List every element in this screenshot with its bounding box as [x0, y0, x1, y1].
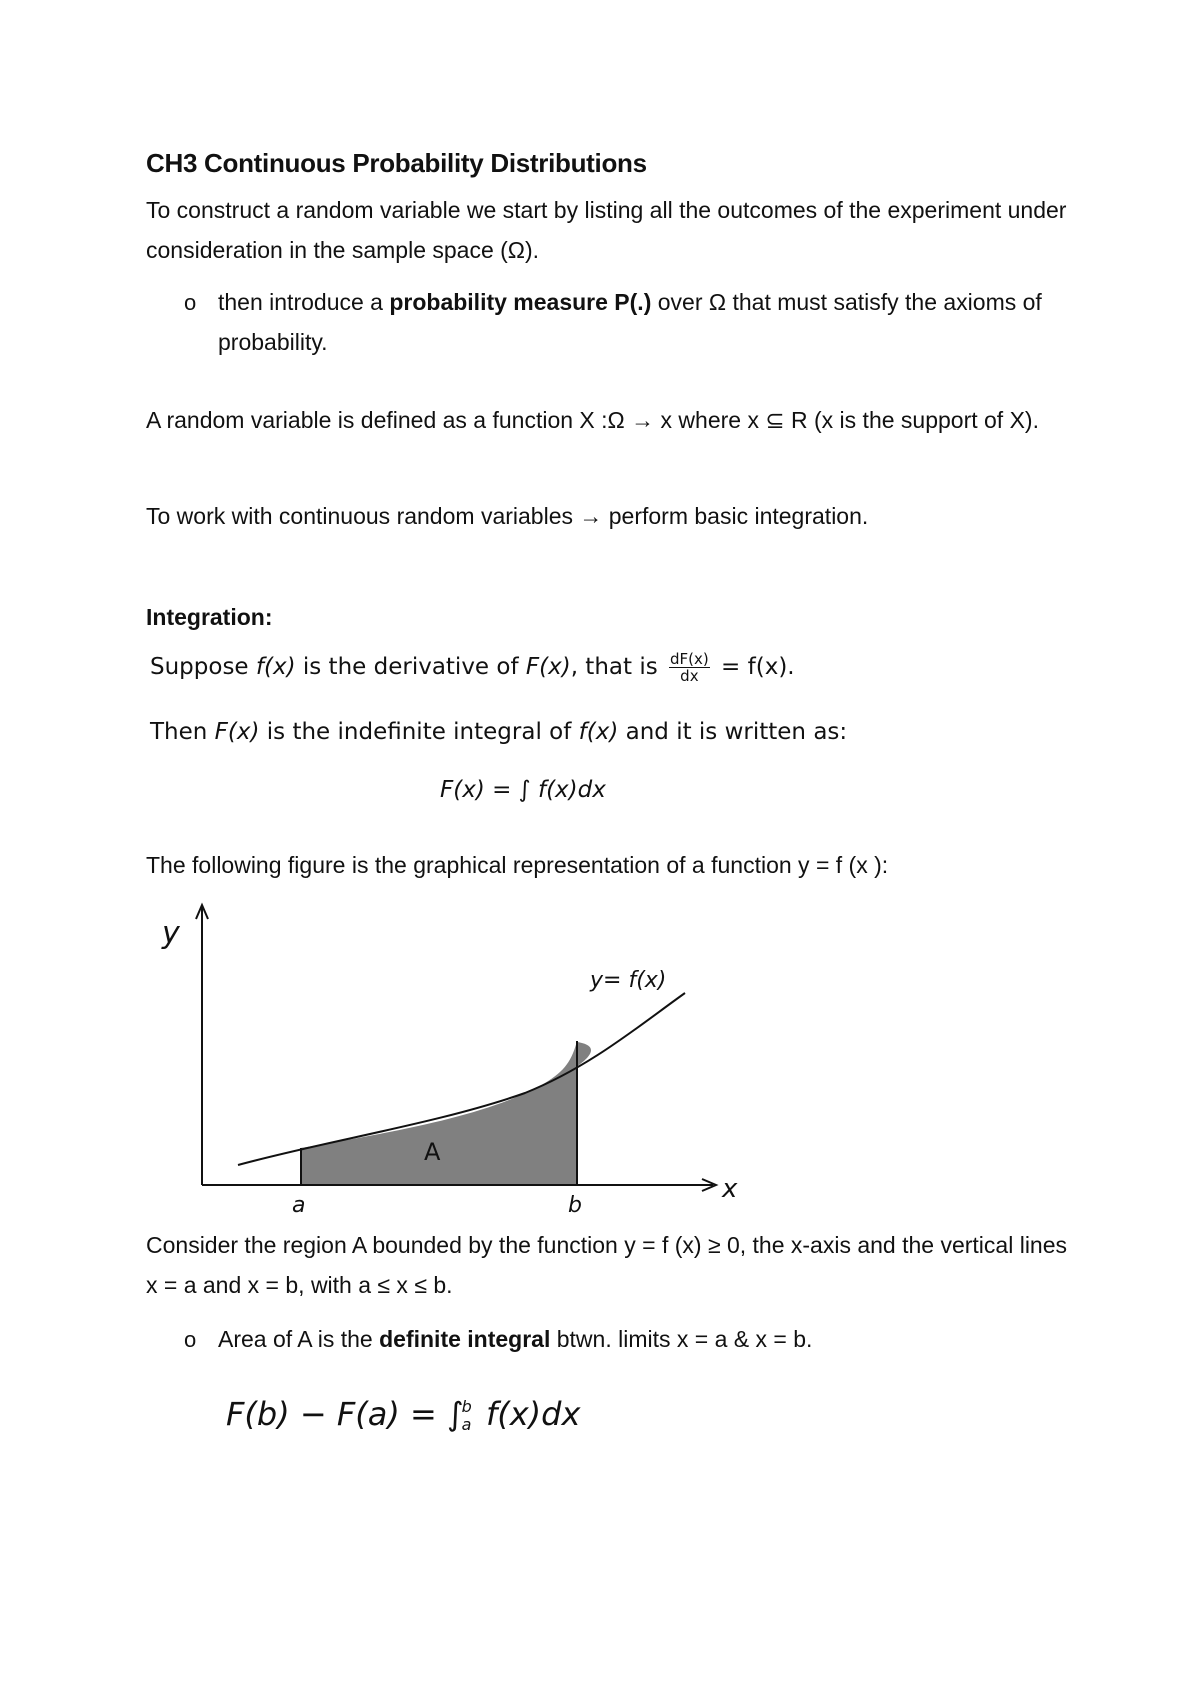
- definite-integral-formula: [226, 1390, 580, 1438]
- bullet-text-pre: Area of A is the: [218, 1326, 380, 1352]
- region-description: Consider the region A bounded by the function y = f (x) ≥ 0, the x-axis and the vertical lines x = a and x = b, with a ≤ x ≤ b.: [146, 1232, 1068, 1298]
- text-equals-fx: = f(x).: [713, 654, 795, 680]
- math-Fx: F(x): [525, 654, 571, 680]
- lower-limit: a: [461, 1415, 472, 1434]
- derivative-statement: [150, 650, 795, 684]
- curve-label: y= f(x): [590, 968, 667, 993]
- fraction-numerator: dF(x): [670, 650, 709, 668]
- figure-intro: The following figure is the graphical representation of a function y = f (x ):: [146, 852, 889, 878]
- region-label: A: [424, 1138, 441, 1166]
- upper-limit: b: [461, 1397, 472, 1416]
- bullet-marker: o: [184, 1327, 197, 1352]
- formula-right: f(x)dx: [475, 1395, 581, 1433]
- bullet-text-post: over Ω that must satisfy the axioms of probability.: [218, 289, 1042, 355]
- derivative-fraction: [669, 651, 710, 684]
- math-fx: f(x): [578, 719, 619, 745]
- formula-left: F(b) − F(a) = ∫: [226, 1395, 464, 1433]
- intro-paragraph: To construct a random variable we start by listing all the outcomes of the experiment under consideration in the sample space (Ω).: [146, 197, 1067, 263]
- indefinite-integral-formula: F(x) = ∫ f(x)dx: [440, 777, 606, 803]
- integration-motivation: To work with continuous random variables → perform basic integration.: [146, 503, 869, 529]
- text-suppose: Suppose: [150, 654, 256, 680]
- text-derivative-of: is the derivative of: [295, 654, 526, 680]
- area-under-curve-figure: [140, 895, 780, 1225]
- text-written-as: and it is written as:: [618, 719, 848, 745]
- bullet-text-bold: probability measure P(.): [389, 289, 652, 315]
- b-label: b: [568, 1193, 582, 1218]
- integral-limits: [462, 1398, 472, 1434]
- random-variable-definition: A random variable is defined as a function X :Ω → x where x ⊆ R (x is the support of X).: [146, 407, 1039, 433]
- fraction-denominator: dx: [680, 667, 699, 685]
- text-indefinite-integral-of: is the indefinite integral of: [259, 719, 579, 745]
- bullet-probability-measure: [218, 282, 1068, 362]
- bullet-definite-integral: [218, 1319, 1068, 1359]
- a-label: a: [292, 1193, 306, 1218]
- integration-heading: Integration:: [146, 604, 273, 630]
- bullet-marker: o: [184, 290, 197, 315]
- page-title: CH3 Continuous Probability Distributions: [146, 148, 647, 178]
- bullet-text-pre: then introduce a: [218, 289, 390, 315]
- bullet-text-post: btwn. limits x = a & x = b.: [550, 1326, 813, 1352]
- x-axis-label: x: [722, 1174, 738, 1204]
- y-axis-label: y: [162, 916, 180, 951]
- math-fx: f(x): [255, 654, 296, 680]
- bullet-text-bold: definite integral: [379, 1326, 551, 1352]
- math-Fx: F(x): [214, 719, 260, 745]
- text-then: Then: [150, 719, 215, 745]
- text-that-is: , that is: [570, 654, 666, 680]
- indefinite-integral-statement: [150, 715, 847, 749]
